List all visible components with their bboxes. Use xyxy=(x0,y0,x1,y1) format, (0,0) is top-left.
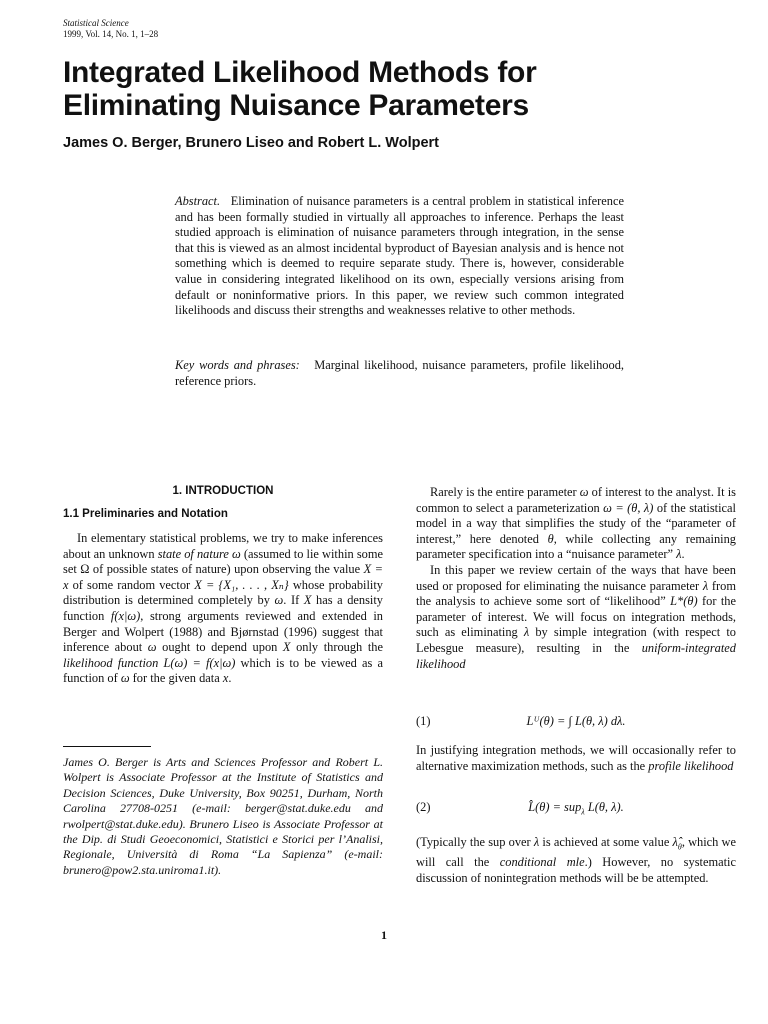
journal-header xyxy=(63,18,158,40)
right-column-middle xyxy=(416,743,736,774)
equation-1-number: (1) xyxy=(416,714,431,728)
equation-2-expression: L̂(θ) = sup$_\lambda$ L(θ, λ). xyxy=(528,800,624,817)
journal-citation: 1999, Vol. 14, No. 1, 1–28 xyxy=(63,29,159,39)
page-number: 1 xyxy=(381,928,387,942)
abstract-text: Elimination of nuisance parameters is a central problem in statistical inference and has been formally studied in virtually all approaches to inference. Perhaps the least studied approach is elimination of nuisance parameters through integration, in the sense that this is viewed as an almost incidental byproduct of Bayesian analysis and is hence not something which is deemed to require separate study. There is, however, considerable value in considering integrated likelihood on its own, especially versions arising from default or noninformative priors. In this paper, we review such common integrated likelihoods and discuss their strengths and weaknesses relative to other methods. xyxy=(175,194,624,318)
equation-1 xyxy=(416,714,736,734)
author-list: James O. Berger, Brunero Liseo and Robert L. Wolpert xyxy=(63,135,440,151)
parameter-paragraph: Rarely is the entire parameter ω of interest to the analyst. It is common to select a parameterization ω = (θ, λ) of the statistical model in a way that simplifies the study of the “parameter of interest,” here denoted θ, while collecting any remaining parameter specification into a “nuisance parameter” λ. xyxy=(416,485,736,562)
conditional-mle-paragraph: (Typically the sup over λ is achieved at some value $\lambdâ_\theta$, which we will call the conditional mle.) However, no systematic discussion of nonintegration methods will be be attempted. xyxy=(416,835,736,885)
journal-name: Statistical Science xyxy=(63,18,129,28)
left-column-body xyxy=(63,531,383,687)
justification-paragraph: In justifying integration methods, we will occasionally refer to alternative maximization methods, such as the profile likelihood xyxy=(416,743,736,773)
section-heading: 1. INTRODUCTION xyxy=(172,485,274,497)
abstract xyxy=(175,194,624,319)
footnote-rule xyxy=(63,746,151,747)
keywords-label: Key words and phrases: xyxy=(175,358,300,372)
abstract-label: Abstract. xyxy=(175,194,221,208)
subsection-heading: 1.1 Preliminaries and Notation xyxy=(63,508,228,520)
equation-2 xyxy=(416,800,736,820)
right-column-top xyxy=(416,485,736,672)
equation-1-expression: Lᵁ(θ) = ∫ L(θ, λ) dλ. xyxy=(526,714,626,728)
equation-2-number: (2) xyxy=(416,800,431,814)
review-paragraph: In this paper we review certain of the ways that have been used or proposed for eliminating the nuisance parameter λ from the analysis to achieve some sort of “likelihood” L*(θ) for the parameter of interest. We will focus on integration methods, such as eliminating λ by simple integration (with respect to Lebesgue measure), resulting in the uniform-integrated likelihood xyxy=(416,562,736,671)
author-footnote: James O. Berger is Arts and Sciences Professor and Robert L. Wolpert is Associate Professor at the Institute of Statistics and Decision Sciences, Duke University, Box 90251, Durham, North Carolina 27708-0251 (e-mail: berger@stat.duke.edu and rwolpert@stat.duke.edu). Brunero Liseo is Associate Professor at the Dip. di Studi Geoeconomici, Statistici e Storici per l’Analisi, Regionale, Università di Roma “La Sapienza” (e-mail: brunero@pow2.sta.uniroma1.it). xyxy=(63,755,383,877)
keywords xyxy=(175,358,624,389)
right-column-bottom xyxy=(416,835,736,886)
keywords-text: Marginal likelihood, nuisance parameters, profile likelihood, reference priors. xyxy=(175,358,624,388)
title-line-2: Eliminating Nuisance Parameters xyxy=(63,89,529,122)
intro-paragraph: In elementary statistical problems, we try to make inferences about an unknown state of nature ω (assumed to lie within some set Ω of possible states of nature) upon observing the value X = x of some random vector X = {X₁, . . . , Xₙ} whose probability distribution is determined completely by ω. If X has a density function f(x|ω), strong arguments reviewed and extended in Berger and Wolpert (1988) and Bjørnstad (1996) suggest that inference about ω ought to depend upon X only through the likelihood function L(ω) = f(x|ω) which is to be viewed as a function of ω for the given data x. xyxy=(63,531,384,686)
paper-title xyxy=(63,56,723,122)
title-line-1: Integrated Likelihood Methods for xyxy=(63,56,537,89)
